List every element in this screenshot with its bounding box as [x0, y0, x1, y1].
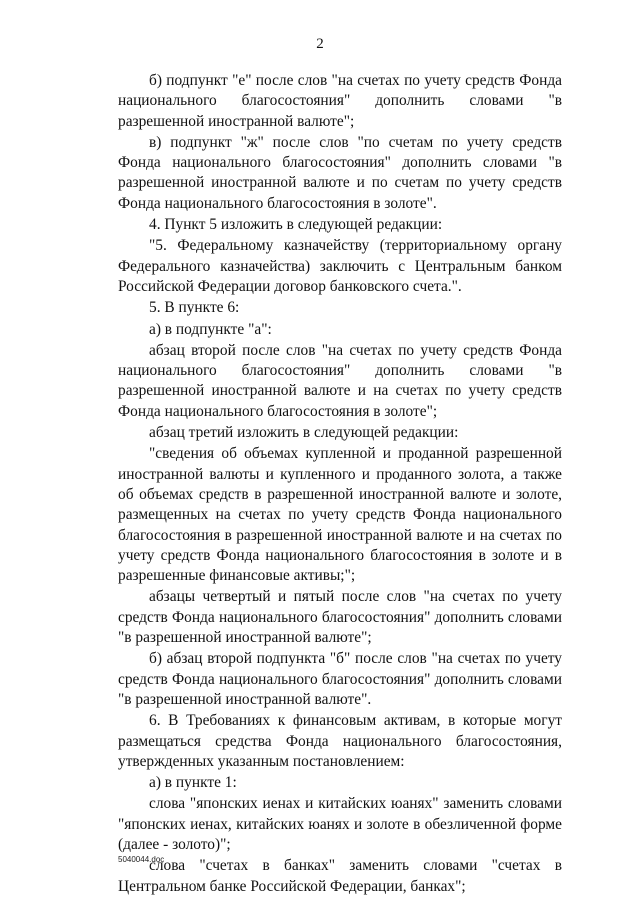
paragraph-10: абзацы четвертый и пятый после слов "на счетах по учету средств Фонда национального благосостояния" дополнить словами "в разрешенной иностранной валюте"; — [118, 588, 562, 647]
paragraph-14: слова "японских иенах и китайских юанях" заменить словами "японских иенах, китайских юанях и золоте в обезличенной форме (далее - золото)"; — [118, 795, 562, 853]
paragraph-5: 5. В пункте 6: — [149, 299, 240, 317]
paragraph-15: слова "счетах в банках" заменить словами "счетах в Центральном банке Российской Федерации, банках"; — [118, 857, 562, 895]
paragraph-12: 6. В Требованиях к финансовым активам, в которые могут размещаться средства Фонда национального благосостояния, утвержденных указанным постановлением: — [118, 712, 562, 770]
paragraph-11: б) абзац второй подпункта "б" после слов "на счетах по учету средств Фонда национального благосостояния" дополнить словами "в разрешенной иностранной валюте". — [118, 650, 562, 708]
paragraph-7: абзац второй после слов "на счетах по учету средств Фонда национального благосостояния" дополнить словами "в разрешенной иностранной валюте и на счетах по учету средств Фонда национального благосостояния в золоте"; — [118, 341, 562, 420]
paragraph-1: б) подпункт "е" после слов "на счетах по учету средств Фонда национального благосостояния" дополнить словами "в разрешенной иностранной валюте"; — [118, 72, 562, 130]
paragraph-6: а) в подпункте "а": — [149, 320, 272, 338]
paragraph-4: "5. Федеральному казначейству (территориальному органу Федерального казначейства) заключить с Центральным банком Российской Федерации договор банковского счета.". — [118, 237, 562, 295]
paragraph-3: 4. Пункт 5 изложить в следующей редакции: — [149, 216, 443, 234]
paragraph-13: а) в пункте 1: — [149, 774, 237, 792]
page-number: 2 — [316, 36, 324, 52]
paragraph-9: "сведения об объемах купленной и проданной разрешенной иностранной валюты и купленного и проданного золота, а также об объемах средств в разрешенной иностранной валюте и золоте, размещенных на счетах по учету средств Фонда национального благосостояния в разрешенной иностранной валюте и на счетах по учету средств Фонда национального благосостояния в золоте и в разрешенные финансовые активы;"; — [118, 445, 562, 585]
paragraph-8: абзац третий изложить в следующей редакции: — [149, 424, 459, 442]
paragraph-2: в) подпункт "ж" после слов "по счетам по учету средств Фонда национального благосостояния" дополнить словами "в разрешенной иностранной валюте и по счетам по учету средств Фонда национального благосостояния в золоте". — [118, 133, 562, 212]
document-body — [118, 71, 562, 897]
footer-filename: 5040044.doc — [118, 855, 165, 864]
